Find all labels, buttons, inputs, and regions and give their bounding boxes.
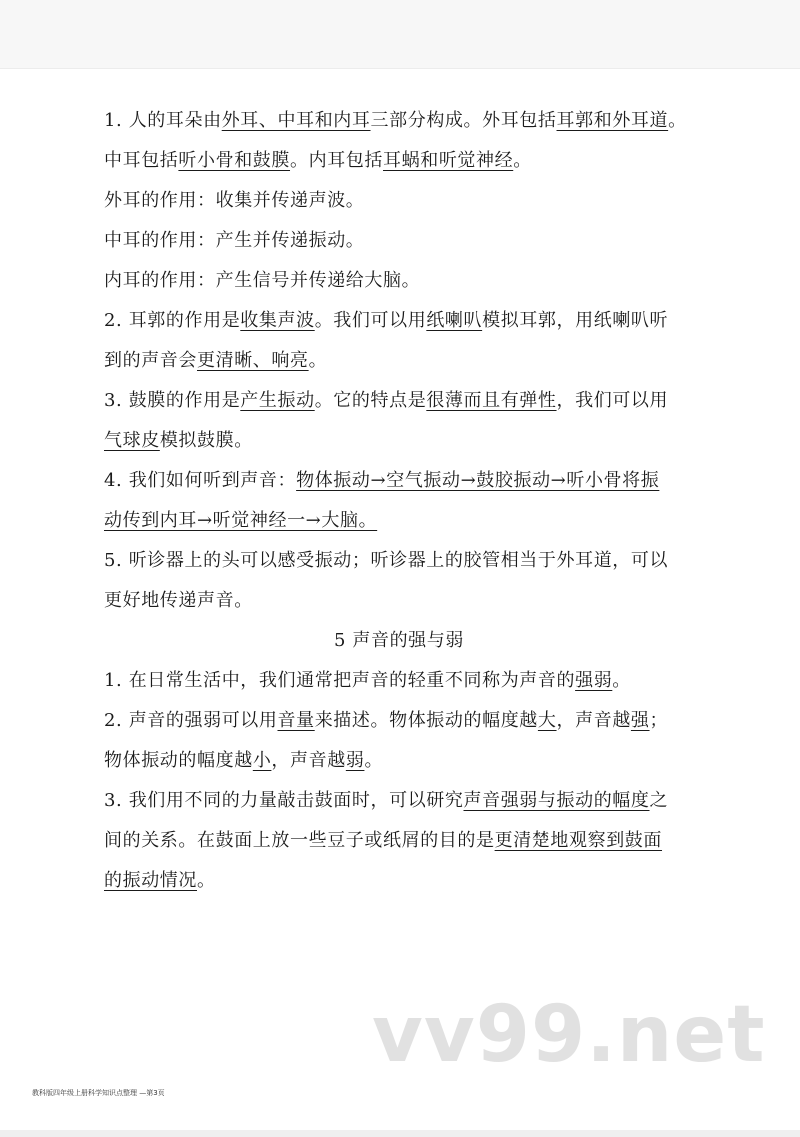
text-line xyxy=(104,141,704,181)
text-segment: 3. 鼓膜的作用是 xyxy=(104,390,241,411)
underlined-answer: 弱 xyxy=(345,750,365,771)
text-line xyxy=(104,541,704,581)
underlined-answer: 更清晰、响亮 xyxy=(197,350,309,371)
text-line xyxy=(104,501,704,541)
text-segment: 外耳的作用：收集并传递声波。 xyxy=(104,190,365,211)
text-segment: 。它的特点是 xyxy=(314,390,427,411)
page-bottom-margin xyxy=(0,1130,800,1137)
text-segment: 间的关系。在鼓面上放一些豆子或纸屑的目的是 xyxy=(104,830,495,851)
text-line xyxy=(104,701,704,741)
text-segment: 内耳的作用：产生信号并传递给大脑。 xyxy=(104,270,421,291)
text-segment: 1. 人的耳朵由 xyxy=(104,110,222,131)
text-segment: 。内耳包括 xyxy=(290,150,384,171)
text-line xyxy=(104,421,704,461)
text-line xyxy=(104,741,704,781)
text-segment: ，声音越 xyxy=(556,710,631,731)
underlined-answer: 气球皮 xyxy=(104,430,160,451)
text-line xyxy=(104,461,704,501)
text-segment: ，声音越 xyxy=(271,750,346,771)
underlined-answer: 音量 xyxy=(277,710,315,731)
page-top-margin xyxy=(0,0,800,69)
underlined-answer: 很薄而且有弹性 xyxy=(426,390,557,411)
text-line xyxy=(104,781,704,821)
text-segment: 。 xyxy=(513,150,532,171)
text-line xyxy=(104,221,704,261)
text-line xyxy=(104,821,704,861)
text-segment: 4. 我们如何听到声音： xyxy=(104,470,297,491)
text-segment: 。 xyxy=(668,110,687,131)
watermark: vv99.net xyxy=(372,990,766,1080)
text-segment: 之 xyxy=(649,790,669,811)
ear-knowledge-section xyxy=(104,101,704,621)
text-line xyxy=(104,381,704,421)
underlined-answer: 小 xyxy=(252,750,272,771)
text-segment: 5. 听诊器上的头可以感受振动；听诊器上的胶管相当于外耳道，可以 xyxy=(104,550,669,571)
text-segment: 更好地传递声音。 xyxy=(104,590,253,611)
text-segment: 到的声音会 xyxy=(104,350,197,371)
underlined-answer: 耳蜗和听觉神经 xyxy=(383,150,514,171)
underlined-answer: 强弱 xyxy=(575,670,613,691)
text-line xyxy=(104,101,704,141)
text-segment: 2. 耳郭的作用是 xyxy=(104,310,241,331)
underlined-answer: 外耳、中耳和内耳 xyxy=(221,110,371,131)
text-segment: 模拟耳郭，用纸喇叭听 xyxy=(482,310,669,331)
text-segment: 中耳包括 xyxy=(104,150,179,171)
text-segment: ，我们可以用 xyxy=(556,390,669,411)
underlined-answer: 产生振动 xyxy=(240,390,315,411)
sound-strength-section xyxy=(104,661,704,901)
underlined-answer: 听小骨和鼓膜 xyxy=(178,150,291,171)
text-line xyxy=(104,581,704,621)
text-segment: 物体振动的幅度越 xyxy=(104,750,253,771)
underlined-answer: 动传到内耳→听觉神经一→大脑。 xyxy=(104,510,378,531)
underlined-answer: 更清楚地观察到鼓面 xyxy=(494,830,663,851)
underlined-answer: 物体振动→空气振动→鼓胶振动→听小骨将振 xyxy=(296,470,660,491)
text-line xyxy=(104,261,704,301)
underlined-answer: 声音强弱与振动的幅度 xyxy=(463,790,650,811)
text-line xyxy=(104,301,704,341)
text-line xyxy=(104,661,704,701)
section-title: 5 声音的强与弱 xyxy=(334,630,464,651)
text-line xyxy=(104,861,704,901)
text-line xyxy=(104,181,704,221)
underlined-answer: 耳郭和外耳道 xyxy=(556,110,669,131)
text-segment: 2. 声音的强弱可以用 xyxy=(104,710,278,731)
text-segment: ； xyxy=(649,710,669,731)
text-segment: 3. 我们用不同的力量敲击鼓面时，可以研究 xyxy=(104,790,464,811)
text-segment: 。 xyxy=(364,750,384,771)
text-segment: 。 xyxy=(612,670,631,691)
text-segment: 。我们可以用 xyxy=(314,310,427,331)
text-segment: 来描述。物体振动的幅度越 xyxy=(314,710,538,731)
text-segment: 模拟鼓膜。 xyxy=(159,430,253,451)
text-segment: 。 xyxy=(197,870,216,891)
underlined-answer: 收集声波 xyxy=(240,310,315,331)
underlined-answer: 纸喇叭 xyxy=(426,310,483,331)
text-segment: 三部分构成。外耳包括 xyxy=(370,110,557,131)
document-body xyxy=(104,101,704,901)
underlined-answer: 大 xyxy=(537,710,557,731)
text-segment: 中耳的作用：产生并传递振动。 xyxy=(104,230,365,251)
underlined-answer: 强 xyxy=(630,710,650,731)
text-segment: 。 xyxy=(308,350,328,371)
page-footer: 教科版四年级上册科学知识点整理 —第3页 xyxy=(32,1089,165,1097)
underlined-answer: 的振动情况 xyxy=(104,870,197,891)
text-segment: 1. 在日常生活中，我们通常把声音的轻重不同称为声音的 xyxy=(104,670,576,691)
text-line xyxy=(104,341,704,381)
